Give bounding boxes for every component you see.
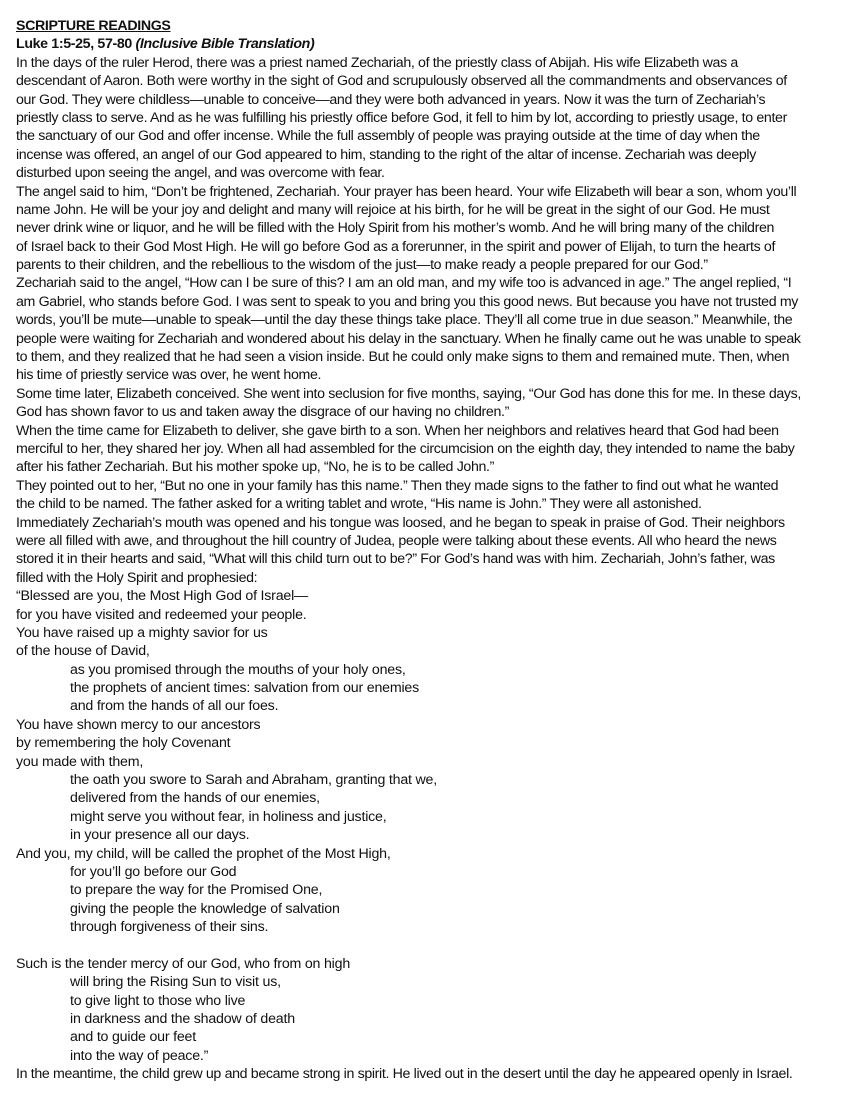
canticle-body <box>16 587 842 1065</box>
prose-line: priestly class to serve. And as he was fulfilling his priestly office before God, it fell to him by lot, according to priestly usage, to enter <box>16 109 787 126</box>
prose-line: stored it in their hearts and said, “What will this child turn out to be?” For God’s hand was with him. Zechariah, John’s father, was <box>16 551 775 568</box>
canticle-line: in darkness and the shadow of death <box>70 1011 295 1028</box>
prose-line: the child to be named. The father asked for a writing tablet and wrote, “His name is John.” They were all astonished. <box>16 496 702 513</box>
prose-line: In the days of the ruler Herod, there was a priest named Zechariah, of the priestly class of Abijah. His wife Elizabeth was a <box>16 54 738 71</box>
prose-line: filled with the Holy Spirit and prophesied: <box>16 569 258 586</box>
canticle-line: in your presence all our days. <box>70 827 250 844</box>
canticle-line: And you, my child, will be called the prophet of the Most High, <box>16 845 391 862</box>
prose-line: after his father Zechariah. But his mother spoke up, “No, he is to be called John.” <box>16 459 495 476</box>
canticle-line: will bring the Rising Sun to visit us, <box>70 974 281 991</box>
canticle-line: might serve you without fear, in holiness and justice, <box>70 808 387 825</box>
prose-line: Some time later, Elizabeth conceived. She went into seclusion for five months, saying, “Our God has done this for me. In these days, <box>16 385 801 402</box>
canticle-line: by remembering the holy Covenant <box>16 735 231 752</box>
prose-line: The angel said to him, “Don’t be frightened, Zechariah. Your prayer has been heard. Your wife Elizabeth will bear a son, whom you’ll <box>16 183 797 200</box>
canticle-line: you made with them, <box>16 753 144 770</box>
canticle-line: the prophets of ancient times: salvation from our enemies <box>70 680 419 697</box>
prose-line: never drink wine or liquor, and he will be filled with the Holy Spirit from his mother’s womb. And he will bring many of the children <box>16 220 775 237</box>
canticle-line: “Blessed are you, the Most High God of Israel— <box>16 588 309 605</box>
canticle-line: and from the hands of all our foes. <box>70 698 279 715</box>
canticle-line: the oath you swore to Sarah and Abraham, granting that we, <box>70 772 437 789</box>
prose-line: descendant of Aaron. Both were worthy in the sight of God and scrupulously observed all the commandments and observances of <box>16 73 787 90</box>
prose-line: incense was offered, an angel of our God appeared to him, standing to the right of the altar of incense. Zechariah was deeply <box>16 146 756 163</box>
prose-line: our God. They were childless—unable to conceive—and they were both advanced in years. Now it was the turn of Zechariah’s <box>16 91 766 108</box>
prose-line: his time of priestly service was over, he went home. <box>16 367 322 384</box>
canticle-line: to prepare the way for the Promised One, <box>70 882 323 899</box>
prose-line: parents to their children, and the rebellious to the wisdom of the just—to make ready a people prepared for our God.” <box>16 257 708 274</box>
canticle-line: to give light to those who live <box>70 992 246 1009</box>
prose-line: am Gabriel, who stands before God. I was sent to speak to you and bring you this good news. But because you have not trusted my <box>16 293 799 310</box>
canticle-line: You have shown mercy to our ancestors <box>16 716 261 733</box>
prose-line: disturbed upon seeing the angel, and was overcome with fear. <box>16 165 385 182</box>
canticle-line: for you have visited and redeemed your people. <box>16 606 307 623</box>
canticle-line: into the way of peace.” <box>70 1047 209 1064</box>
prose-line: Zechariah said to the angel, “How can I be sure of this? I am an old man, and my wife too is advanced in age.” The angel replied, “I <box>16 275 792 292</box>
page-heading: SCRIPTURE READINGS <box>16 18 171 34</box>
prose-line: to them, and they realized that he had seen a vision inside. But he could only make signs to them and remained mute. Then, when <box>16 349 790 366</box>
prose-line: were all filled with awe, and throughout the hill country of Judea, people were talking about these events. All who heard the news <box>16 532 777 549</box>
closing-line: In the meantime, the child grew up and became strong in spirit. He lived out in the desert until the day he appeared openly in Israel. <box>16 1066 793 1083</box>
canticle-line: and to guide our feet <box>70 1029 196 1046</box>
prose-line: name John. He will be your joy and delight and many will rejoice at his birth, for he will be great in the sight of our God. He must <box>16 201 770 218</box>
prose-line: people were waiting for Zechariah and wondered about his delay in the sanctuary. When he finally came out he was unable to speak <box>16 330 801 347</box>
prose-line: of Israel back to their God Most High. He will go before God as a forerunner, in the spirit and power of Elijah, to turn the hearts of <box>16 238 776 255</box>
prose-body <box>16 54 842 587</box>
prose-line: When the time came for Elizabeth to deliver, she gave birth to a son. When her neighbors and relatives heard that God had been <box>16 422 779 439</box>
canticle-line: as you promised through the mouths of your holy ones, <box>70 661 406 678</box>
canticle-line: Such is the tender mercy of our God, who from on high <box>16 955 351 972</box>
prose-line: the sanctuary of our God and offer incense. While the full assembly of people was praying outside at the time of day when the <box>16 128 760 145</box>
canticle-line: delivered from the hands of our enemies, <box>70 790 320 807</box>
prose-line: They pointed out to her, “But no one in your family has this name.” Then they made signs to the father to find out what he wanted <box>16 477 779 494</box>
prose-line: merciful to her, they shared her joy. When all had assembled for the circumcision on the eighth day, they intended to name the baby <box>16 440 795 457</box>
canticle-line: You have raised up a mighty savior for us <box>16 624 268 641</box>
prose-line: Immediately Zechariah’s mouth was opened and his tongue was loosed, and he began to speak in praise of God. Their neighbors <box>16 514 785 531</box>
passage-reference: Luke 1:5-25, 57-80 <box>16 36 132 53</box>
stanza-break <box>16 937 842 955</box>
canticle-line: through forgiveness of their sins. <box>70 919 269 936</box>
canticle-line: giving the people the knowledge of salvation <box>70 900 340 917</box>
canticle-line: of the house of David, <box>16 643 150 660</box>
canticle-line: for you’ll go before our God <box>70 863 237 880</box>
prose-line: God has shown favor to us and taken away the disgrace of our having no children.” <box>16 404 509 421</box>
scripture-reference <box>16 35 842 53</box>
translation-name: (Inclusive Bible Translation) <box>135 36 315 53</box>
document-page <box>16 17 842 1084</box>
prose-line: words, you’ll be mute—unable to speak—until the day these things take place. They’ll all come true in due season.” Meanwhile, the <box>16 312 793 329</box>
